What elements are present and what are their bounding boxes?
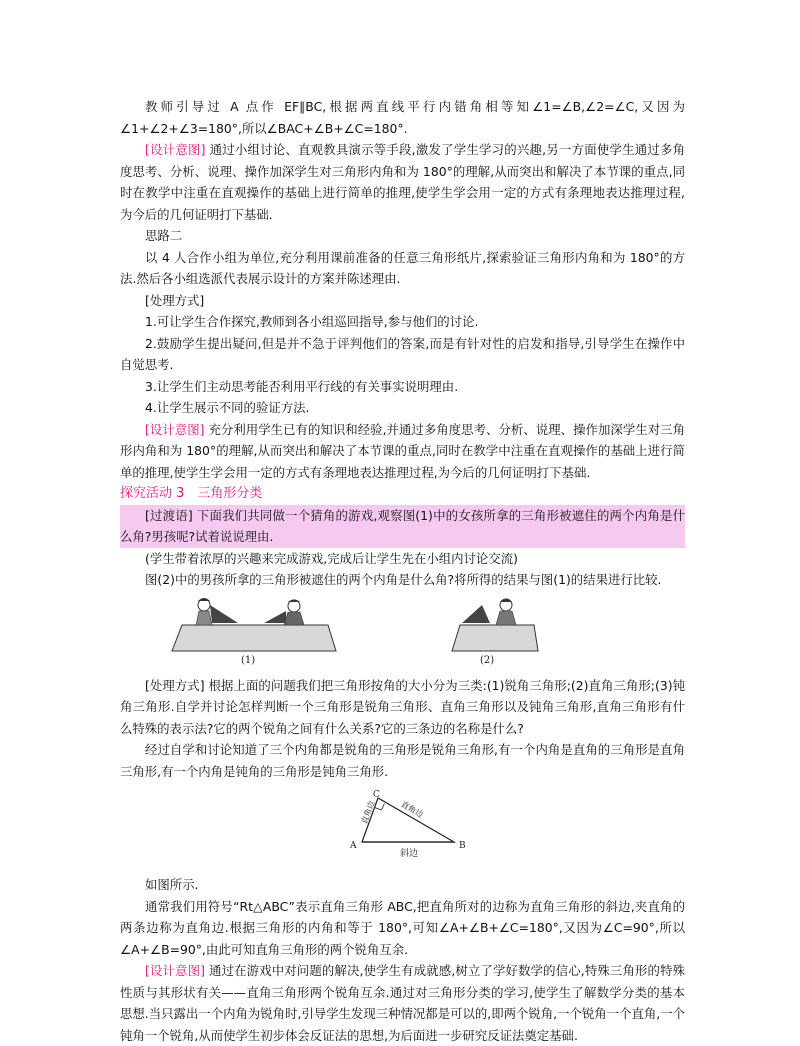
document-page (120, 96, 685, 1046)
figure-2-image (450, 595, 540, 667)
as-shown-text: 如图所示. (145, 877, 199, 892)
guessing-game-figure (120, 595, 685, 675)
activity-heading: 探究活动 3 三角形分类 (120, 486, 263, 501)
design-intent-2 (120, 419, 685, 484)
paragraph-proof: 教师引导过 A 点作 EF∥BC,根据两直线平行内错角相等知∠1=∠B,∠2=∠C,又因为∠1+∠2+∠3=180°,所以∠BAC+∠B+∠C=180°. (120, 99, 685, 136)
figure-2-caption: (2) (480, 654, 495, 666)
design-intent-1 (120, 139, 685, 225)
right-triangle-figure (120, 790, 685, 859)
hypotenuse-label: 斜边 (400, 849, 419, 859)
design-intent-tag: [设计意图] (145, 142, 206, 157)
transition-paragraph (120, 505, 685, 548)
processing-2 (120, 675, 685, 740)
processing-text: 根据上面的问题我们把三角形按角的大小分为三类:(1)锐角三角形;(2)直角三角形;(3)钝角三角形.自学并讨论怎样判断一个三角形是锐角三角形、直角三角形以及钝角三角形,直角三角形有什么特殊的表示法?它的两个锐角之间有什么关系?它的三条边的名称是什么? (120, 677, 685, 736)
right-triangle-paragraph: 通常我们用符号“Rt△ABC”表示直角三角形 ABC,把直角所对的边称为直角三角形的斜边,夹直角的两条边称为直角边.根据三角形的内角和等于 180°,可知∠A+∠B+∠C=180°,又因为∠C=90°,所以∠A+∠B=90°,由此可知直角三角形的两个锐角互余. (120, 898, 685, 957)
list-item: 3.让学生们主动思考能否利用平行线的有关事实说明理由. (145, 378, 459, 394)
list-item: 4.让学生展示不同的验证方法. (145, 400, 310, 415)
design-intent-text: 通过小组讨论、直观教具演示等手段,激发了学生学习的兴趣,另一方面使学生通过多角度思考、分析、说理、操作加深学生对三角形内角和为 180°的理解,从而突出和解决了本节课的重点,同时在教学中注重在直观操作的基础上进行简单的推理,使学生学会用一定的方式有条理地表达推理过程,为今后的几何证明打下基础. (120, 142, 685, 222)
question-figure-2: 图(2)中的男孩所拿的三角形被遮住的两个内角是什么角?将所得的结果与图(1)的结果进行比较. (145, 572, 662, 587)
design-intent-text: 通过在游戏中对问题的解决,使学生有成就感,树立了学好数学的信心,特殊三角形的特殊性质与其形状有关——直角三角形两个锐角互余.通过对三角形分类的学习,使学生了解数学分类的基本思想.当只露出一个内角为锐角时,引导学生发现三种情况都是可以的,即两个锐角,一个锐角一个直角,一个钝角一个锐角,从而使学生初步体会反证法的思想,为后面进一步研究反证法奠定基础. (120, 963, 685, 1043)
conclusion-paragraph: 经过自学和讨论知道了三个内角都是锐角的三角形是锐角三角形,有一个内角是直角的三角形是直角三角形,有一个内角是钝角的三角形是钝角三角形. (120, 742, 685, 779)
design-intent-3 (120, 960, 685, 1046)
student-note: (学生带着浓厚的兴趣来完成游戏,完成后让学生先在小组内讨论交流) (145, 550, 518, 566)
vertex-a-label: A (350, 841, 357, 851)
transition-tag: [过渡语] (145, 507, 193, 523)
leg-label-left: 直角边 (359, 799, 377, 826)
figure-1-caption: (1) (241, 654, 256, 666)
list-item: 2.鼓励学生提出疑问,但是并不急于评判他们的答案,而是有针对性的启发和指导,引导学生在操作中自觉思考. (120, 335, 685, 372)
idea-two-text: 以 4 人合作小组为单位,充分利用课前准备的任意三角形纸片,探索验证三角形内角和为 180°的方法.然后各小组选派代表展示设计的方案并陈述理由. (120, 249, 685, 286)
vertex-b-label: B (459, 841, 466, 851)
idea-two-heading: 思路二 (145, 228, 183, 243)
processing-tag: [处理方式] (145, 677, 205, 693)
transition-text: 下面我们共同做一个猜角的游戏,观察图(1)中的女孩所拿的三角形被遮住的两个内角是什么角?男孩呢?试着说说理由. (120, 507, 685, 544)
design-intent-text: 充分利用学生已有的知识和经验,并通过多角度思考、分析、说理、操作加深学生对三角形内角和为 180°的理解,从而突出和解决了本节课的重点,同时在教学中注重在直观操作的基础上进行简单的推理,使学生学会用一定的方式有条理地表达推理过程,为今后的几何证明打下基础. (120, 421, 685, 480)
design-intent-tag: [设计意图] (145, 421, 205, 437)
leg-label-right: 直角边 (399, 799, 425, 820)
processing-tag: [处理方式] (145, 292, 205, 308)
design-intent-tag: [设计意图] (145, 963, 205, 978)
vertex-c-label: C (373, 790, 380, 800)
list-item: 1.可让学生合作探究,教师到各小组巡回指导,参与他们的讨论. (145, 314, 479, 329)
